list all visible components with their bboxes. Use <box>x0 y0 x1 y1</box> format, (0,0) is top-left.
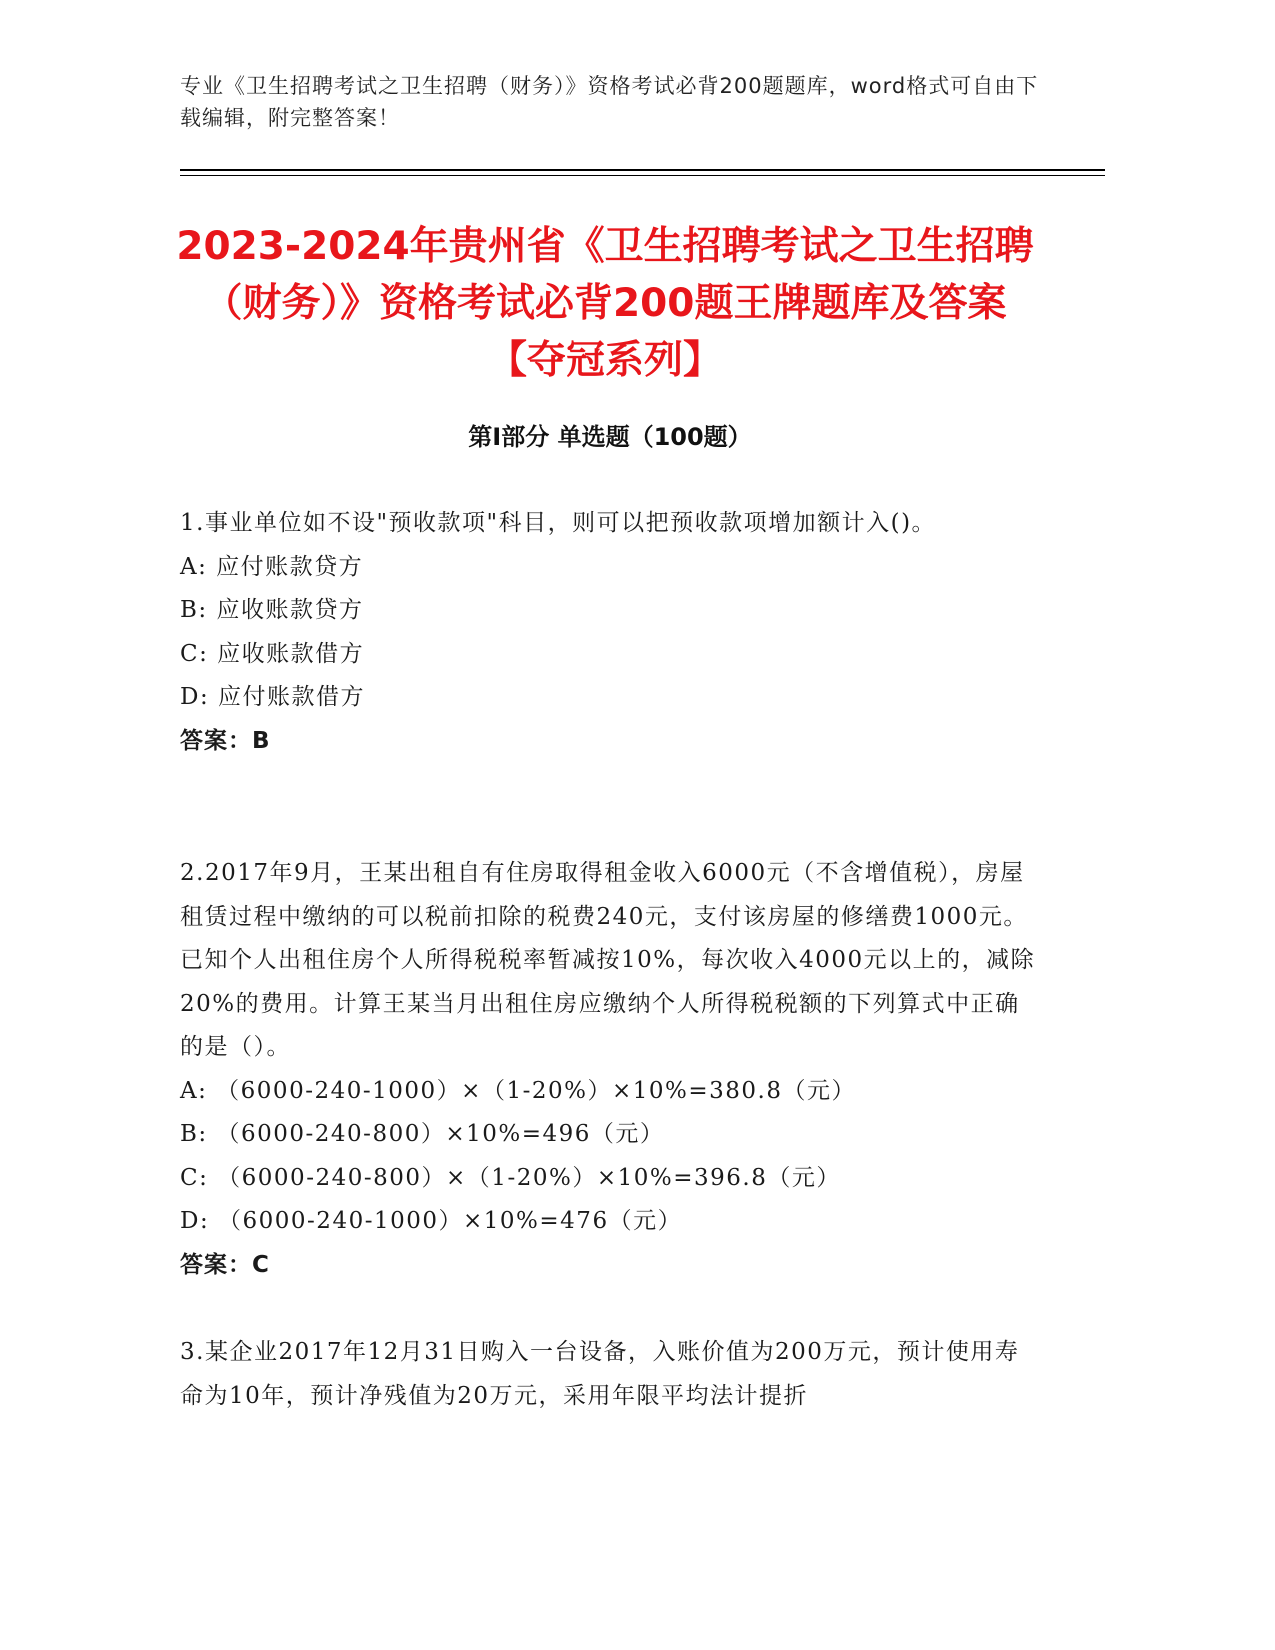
question-2 <box>180 852 1040 1287</box>
header-note: 专业《卫生招聘考试之卫生招聘（财务）》资格考试必背200题题库，word格式可自由下载编辑，附完整答案！ <box>180 74 1039 130</box>
option-d: D: 应付账款借方 <box>180 684 366 710</box>
option-d: D: （6000-240-1000）×10%=476（元） <box>180 1208 683 1234</box>
option-b: B: （6000-240-800）×10%=496（元） <box>180 1121 665 1147</box>
answer: 答案：C <box>180 1251 270 1278</box>
question-stem: 2.2017年9月，王某出租自有住房取得租金收入6000元（不含增值税），房屋租赁过程中缴纳的可以税前扣除的税费240元，支付该房屋的修缮费1000元。已知个人出租住房个人所得税税率暂减按10%，每次收入4000元以上的，减除20%的费用。计算王某当月出租住房应缴纳个人所得税税额的下列算式中正确的是（）。 <box>180 860 1036 1060</box>
section-title: 第Ⅰ部分 单选题（100题） <box>468 423 752 451</box>
option-a: A: （6000-240-1000）×（1-20%）×10%=380.8（元） <box>180 1077 856 1104</box>
question-3 <box>180 1331 1040 1418</box>
document-title: 2023-2024年贵州省《卫生招聘考试之卫生招聘（财务）》资格考试必背200题王牌题库及答案【夺冠系列】 <box>176 224 1034 383</box>
option-a: A: 应付账款贷方 <box>180 553 364 580</box>
question-stem: 3.某企业2017年12月31日购入一台设备，入账价值为200万元，预计使用寿命为10年，预计净残值为20万元，采用年限平均法计提折 <box>180 1339 1020 1409</box>
option-b: B: 应收账款贷方 <box>180 597 364 623</box>
header-divider-thick <box>180 169 1105 171</box>
option-c: C: （6000-240-800）×（1-20%）×10%=396.8（元） <box>180 1164 841 1191</box>
header-divider-thin <box>180 175 1105 176</box>
answer: 答案：B <box>180 727 271 754</box>
option-c: C: 应收账款借方 <box>180 640 365 667</box>
question-1 <box>180 502 1040 763</box>
question-stem: 1.事业单位如不设"预收款项"科目，则可以把预收款项增加额计入()。 <box>180 510 937 536</box>
